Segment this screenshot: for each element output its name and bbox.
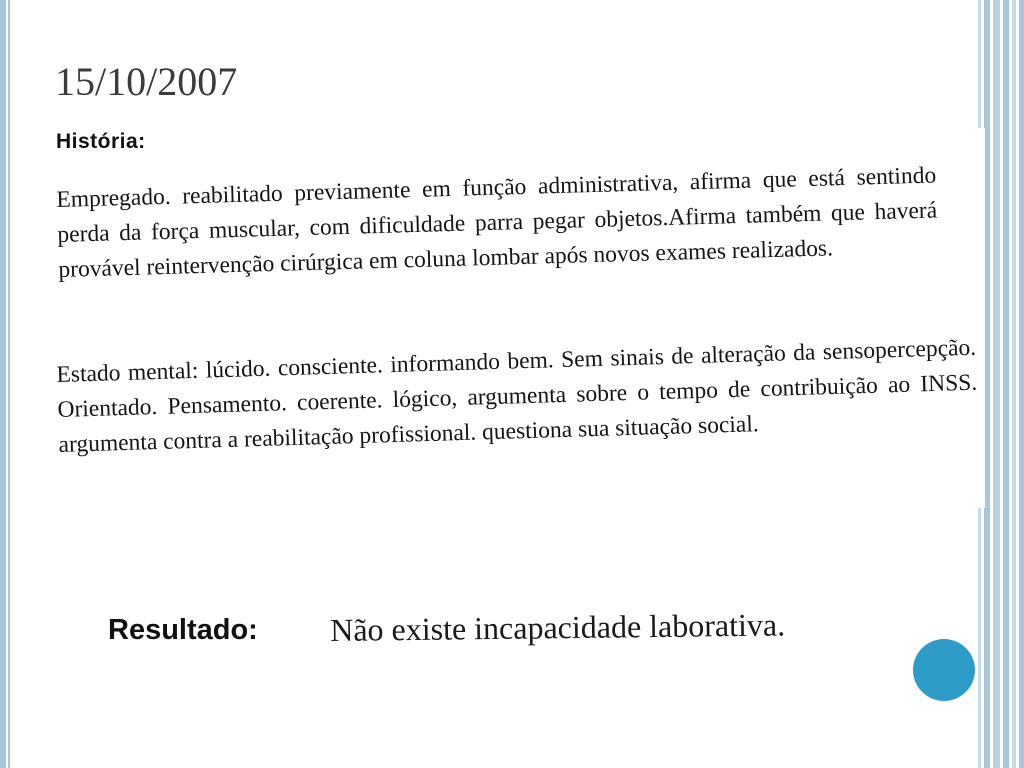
stripe [1012, 0, 1016, 768]
result-label: Resultado: [108, 614, 258, 646]
result-text: Não existe incapacidade laborativa. [330, 606, 786, 648]
stripe [1019, 0, 1024, 768]
slide-date-title: 15/10/2007 [55, 59, 238, 104]
stripe [1003, 0, 1009, 768]
stripe [993, 0, 1000, 768]
mental-state-paragraph: Estado mental: lúcido. consciente. informando bem. Sem sinais de alteração da sensopercepção. Orientado. Pensamento. coerente. lógico, argumenta sobre o tempo de contribuição ao INSS. argumenta contra a reabilitação profissional. questiona sua situação social. [56, 334, 978, 458]
left-frame-border [0, 0, 10, 768]
history-heading: História: [56, 130, 146, 153]
decorative-circle [913, 639, 975, 701]
history-paragraph: Empregado. reabilitado previamente em função administrativa, afirma que está sentindo perda da força muscular, com dificuldade parra pegar objetos.Afirma também que haverá provável reintervenção cirúrgica em coluna lombar após novos exames realizados. [56, 162, 938, 283]
scanned-document-image [50, 128, 985, 508]
